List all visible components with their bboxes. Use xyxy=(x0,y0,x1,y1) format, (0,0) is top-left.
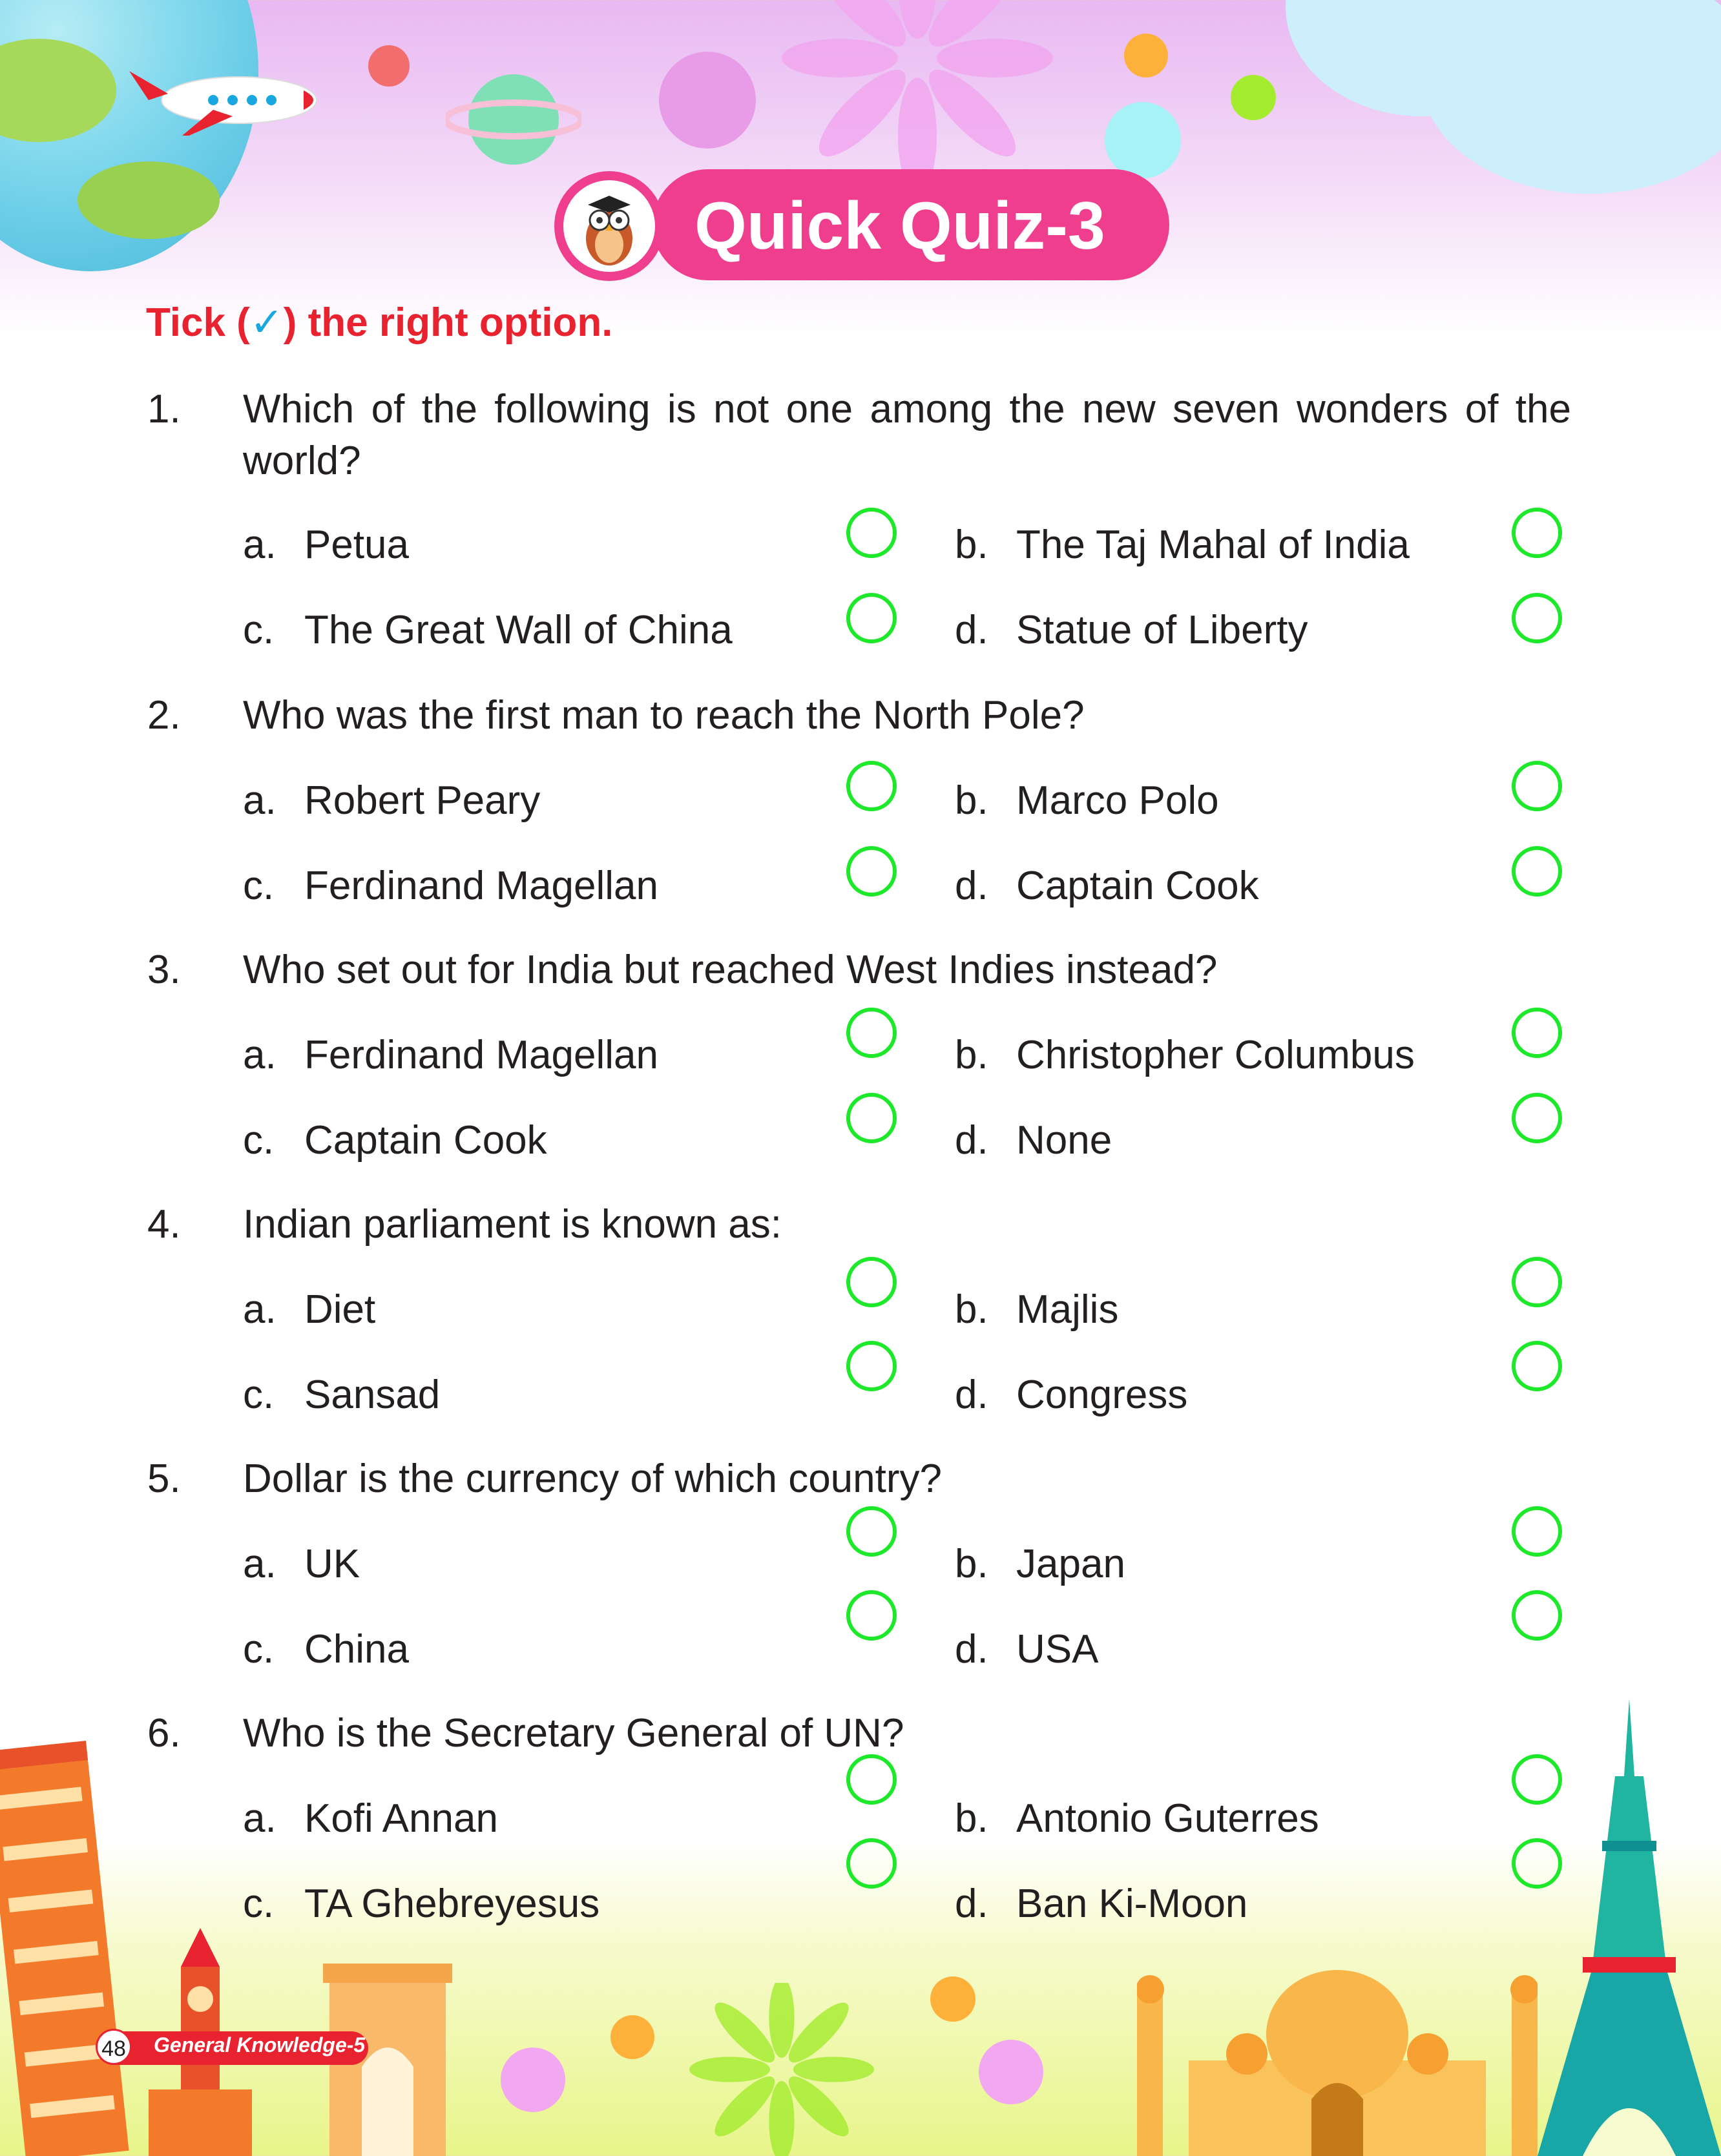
option-c xyxy=(243,605,733,656)
option-letter: a. xyxy=(243,523,276,567)
instruction xyxy=(146,298,612,346)
option-text: USA xyxy=(1016,1627,1099,1672)
answer-circle-1b[interactable] xyxy=(1512,508,1562,558)
answer-circle-5a[interactable] xyxy=(846,1506,897,1557)
globe-land xyxy=(78,161,220,239)
decor-dot xyxy=(1105,102,1181,178)
option-text: Sansad xyxy=(304,1373,441,1417)
question-text: Which of the following is not one among the new seven wonders of the world? xyxy=(243,387,1571,483)
option-text: Captain Cook xyxy=(304,1118,547,1163)
option-a xyxy=(243,775,540,827)
option-letter: a. xyxy=(243,1542,276,1586)
option-b xyxy=(955,1284,1118,1336)
option-c xyxy=(243,1878,600,1930)
eiffel-tower-illustration xyxy=(1538,1699,1721,2156)
answer-circle-6c[interactable] xyxy=(846,1838,897,1889)
option-b xyxy=(955,1793,1319,1845)
decor-dot xyxy=(1124,34,1168,78)
option-text: TA Ghebreyesus xyxy=(304,1881,600,1926)
option-a xyxy=(243,1793,498,1845)
option-letter: d. xyxy=(955,1627,988,1672)
owl-icon xyxy=(563,180,655,272)
option-letter: a. xyxy=(243,1796,276,1841)
option-text: The Great Wall of China xyxy=(304,608,733,652)
option-d xyxy=(955,1878,1247,1930)
leaning-tower-illustration xyxy=(0,1718,155,2156)
question-number: 2. xyxy=(147,693,181,738)
flower-decoration-bottom xyxy=(685,1983,879,2156)
answer-circle-1c[interactable] xyxy=(846,593,897,643)
option-letter: b. xyxy=(955,1287,988,1332)
answer-circle-2d[interactable] xyxy=(1512,846,1562,897)
answer-circle-1a[interactable] xyxy=(846,508,897,558)
option-letter: c. xyxy=(243,1373,275,1417)
question-text: Indian parliament is known as: xyxy=(243,1202,782,1247)
answer-circle-4b[interactable] xyxy=(1512,1257,1562,1307)
page-number: 48 xyxy=(96,2029,132,2065)
decor-dot xyxy=(930,1976,975,2022)
option-d xyxy=(955,1115,1112,1166)
question-number: 3. xyxy=(147,948,181,992)
option-letter: c. xyxy=(243,1118,275,1163)
decor-dot xyxy=(1231,75,1276,120)
option-text: Marco Polo xyxy=(1016,778,1219,823)
option-letter: b. xyxy=(955,1033,988,1077)
option-d xyxy=(955,860,1259,912)
option-letter: c. xyxy=(243,1881,275,1926)
option-text: Congress xyxy=(1016,1373,1188,1417)
option-letter: a. xyxy=(243,778,276,823)
answer-circle-2b[interactable] xyxy=(1512,761,1562,811)
option-text: Ferdinand Magellan xyxy=(304,1033,659,1077)
option-text: Majlis xyxy=(1016,1287,1119,1332)
option-b xyxy=(955,1030,1415,1081)
option-letter: b. xyxy=(955,523,988,567)
answer-circle-4d[interactable] xyxy=(1512,1341,1562,1391)
answer-circle-4a[interactable] xyxy=(846,1257,897,1307)
decor-dot xyxy=(368,45,410,87)
instruction-pre: Tick ( xyxy=(146,300,250,345)
answer-circle-5b[interactable] xyxy=(1512,1506,1562,1557)
option-text: Statue of Liberty xyxy=(1016,608,1308,652)
airplane-icon xyxy=(78,65,323,136)
option-text: Kofi Annan xyxy=(304,1796,498,1841)
answer-circle-5d[interactable] xyxy=(1512,1590,1562,1641)
option-c xyxy=(243,860,658,912)
option-text: China xyxy=(304,1627,409,1672)
option-b xyxy=(955,775,1219,827)
page-title: Quick Quiz-3 xyxy=(694,189,1105,264)
option-text: Ferdinand Magellan xyxy=(304,864,659,908)
option-d xyxy=(955,605,1308,656)
option-letter: d. xyxy=(955,1373,988,1417)
option-text: None xyxy=(1016,1118,1112,1163)
question-text: Who was the first man to reach the North Pole? xyxy=(243,693,1085,738)
question-number: 4. xyxy=(147,1202,181,1247)
option-letter: c. xyxy=(243,864,275,908)
question-number: 6. xyxy=(147,1711,181,1756)
question-number: 1. xyxy=(147,387,181,431)
option-text: UK xyxy=(304,1542,360,1586)
option-letter: b. xyxy=(955,1542,988,1586)
instruction-post: ) the right option. xyxy=(283,300,613,345)
option-text: Captain Cook xyxy=(1016,864,1259,908)
cloud xyxy=(1421,0,1721,194)
answer-circle-2c[interactable] xyxy=(846,846,897,897)
option-a xyxy=(243,1030,658,1081)
option-letter: b. xyxy=(955,778,988,823)
option-text: Ban Ki-Moon xyxy=(1016,1881,1248,1926)
option-text: Robert Peary xyxy=(304,778,541,823)
flower-decoration xyxy=(782,0,1053,194)
option-c xyxy=(243,1624,409,1675)
decor-dot xyxy=(501,2047,565,2112)
question-text: Dollar is the currency of which country? xyxy=(243,1456,943,1501)
question-number: 5. xyxy=(147,1456,181,1501)
option-a xyxy=(243,1539,360,1590)
option-text: Petua xyxy=(304,523,410,567)
option-text: Christopher Columbus xyxy=(1016,1033,1415,1077)
option-letter: d. xyxy=(955,1118,988,1163)
option-a xyxy=(243,519,409,571)
option-letter: a. xyxy=(243,1287,276,1332)
answer-circle-3c[interactable] xyxy=(846,1093,897,1143)
question-text: Who is the Secretary General of UN? xyxy=(243,1711,904,1756)
option-text: Antonio Guterres xyxy=(1016,1796,1319,1841)
answer-circle-3d[interactable] xyxy=(1512,1093,1562,1143)
answer-circle-1d[interactable] xyxy=(1512,593,1562,643)
question-text: Who set out for India but reached West Indies instead? xyxy=(243,948,1218,992)
option-d xyxy=(955,1369,1187,1421)
decor-dot xyxy=(979,2040,1043,2104)
option-letter: c. xyxy=(243,608,275,652)
option-c xyxy=(243,1115,547,1166)
option-b xyxy=(955,1539,1125,1590)
option-letter: d. xyxy=(955,864,988,908)
option-text: Japan xyxy=(1016,1542,1125,1586)
answer-circle-6a[interactable] xyxy=(846,1754,897,1805)
option-d xyxy=(955,1624,1098,1675)
answer-circle-5c[interactable] xyxy=(846,1590,897,1641)
option-letter: d. xyxy=(955,1881,988,1926)
book-title: General Knowledge-5 xyxy=(154,2033,366,2057)
answer-circle-4c[interactable] xyxy=(846,1341,897,1391)
option-b xyxy=(955,519,1410,571)
answer-circle-3b[interactable] xyxy=(1512,1008,1562,1058)
decor-dot xyxy=(659,52,756,149)
option-letter: a. xyxy=(243,1033,276,1077)
tick-mark-icon: ✓ xyxy=(249,300,284,345)
option-letter: b. xyxy=(955,1796,988,1841)
option-text: The Taj Mahal of India xyxy=(1016,523,1410,567)
option-text: Diet xyxy=(304,1287,376,1332)
answer-circle-3a[interactable] xyxy=(846,1008,897,1058)
taj-mahal-illustration xyxy=(1137,1938,1538,2156)
option-letter: d. xyxy=(955,608,988,652)
planet-icon xyxy=(446,52,581,187)
option-c xyxy=(243,1369,440,1421)
option-letter: c. xyxy=(243,1627,275,1672)
answer-circle-2a[interactable] xyxy=(846,761,897,811)
option-a xyxy=(243,1284,375,1336)
decor-dot xyxy=(610,2015,654,2059)
